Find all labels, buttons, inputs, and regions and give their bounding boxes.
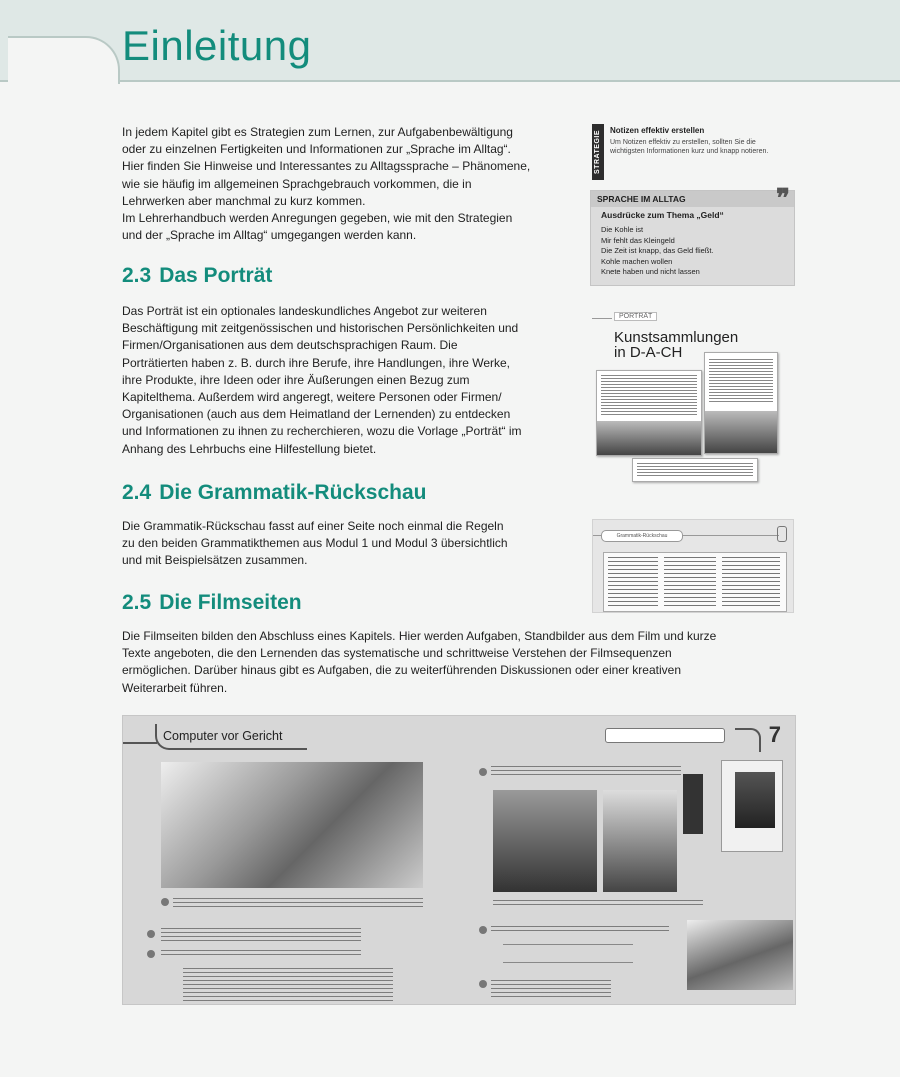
film-still-street <box>493 790 597 892</box>
section-title: Die Filmseiten <box>159 591 302 614</box>
text-line: Texte angeboten, die den Lernenden das systematische und schrittweise Verstehen der Filmsequenzen <box>122 646 672 661</box>
strategy-title: Notizen effektiv erstellen <box>610 126 705 135</box>
list-item: Die Kohle ist <box>601 225 644 234</box>
grammar-pill: Grammatik-Rückschau <box>601 530 683 542</box>
portrait-thumbnail <box>592 312 792 482</box>
text-line: Die Grammatik-Rückschau fasst auf einer Seite noch einmal die Regeln <box>122 519 504 533</box>
film-card-photo <box>735 772 775 828</box>
section-text-grammatik <box>122 518 584 570</box>
task-bullet <box>479 768 487 776</box>
text-line: oder zu einzelnen Fertigkeiten und Informationen zur „Sprache im Alltag“. <box>122 142 511 157</box>
film-still-strip <box>683 774 703 834</box>
text-line: Hier finden Sie Hinweise und Interessantes zu Alltagssprache – Phänomene, <box>122 159 531 174</box>
table-cell <box>608 557 658 607</box>
portrait-title-line: in D-A-CH <box>614 344 683 361</box>
text-line: In jedem Kapitel gibt es Strategien zum Lernen, zur Aufgabenbewältigung <box>122 125 513 139</box>
film-page-spread <box>122 715 796 1005</box>
strategy-tag: STRATEGIE <box>592 124 604 180</box>
text-line: ihre Produkte, ihre Ideen oder ihre Äußerungen einen Bezug zum <box>122 372 470 387</box>
alltag-subtitle: Ausdrücke zum Thema „Geld“ <box>601 210 724 220</box>
task-bullet <box>147 950 155 958</box>
film-still-wheelchair <box>603 790 677 892</box>
text-line: wie sie häufig im allgemeinen Sprachgebrauch vorkommen, die in <box>122 176 472 191</box>
text-line: und mit Beispielsätzen zusammen. <box>122 553 308 568</box>
text-lines <box>183 968 393 1002</box>
text-line: ermöglichen. Darüber hinaus gibt es Aufgaben, die zu weiterführenden Diskussionen oder einer kreativen <box>122 663 682 678</box>
text-line: Weiterarbeit führen. <box>122 680 228 695</box>
section-number: 2.4 <box>122 481 152 504</box>
section-text-portraet <box>122 303 584 458</box>
text-line: Die Filmseiten bilden den Abschluss eines Kapitels. Hier werden Aufgaben, Standbilder aus dem Film und kurze <box>122 629 717 643</box>
page-title: Einleitung <box>122 22 312 69</box>
answer-line <box>503 944 633 945</box>
text-line: und Informationen zu ihnen zu recherchieren, wozu die Vorlage „Porträt“ im <box>122 424 522 439</box>
section-heading-portraet <box>122 264 272 288</box>
text-line: Porträtierten haben z. B. durch ihre Berufe, ihre Handlungen, ihre Werke, <box>122 355 510 370</box>
text-line: Organisationen (auch aus dem Heimatland der Lernenden) zu entdecken <box>122 407 511 422</box>
task-bullet <box>479 980 487 988</box>
decor-curve <box>735 728 761 752</box>
section-heading-grammatik <box>122 481 426 505</box>
sprache-im-alltag-box <box>590 183 795 286</box>
text-line: Im Lehrerhandbuch werden Anregungen gegeben, wie mit den Strategien <box>122 211 513 226</box>
section-heading-filmseiten <box>122 591 302 615</box>
decor-line <box>123 742 157 744</box>
text-line: Das Porträt ist ein optionales landeskundliches Angebot zur weiteren <box>122 304 487 318</box>
portrait-tag: PORTRÄT <box>614 312 657 321</box>
section-number: 2.3 <box>122 264 152 287</box>
intro-paragraph <box>122 124 584 244</box>
film-still-lab <box>161 762 423 888</box>
quote-icon: ❞ <box>776 183 790 213</box>
text-lines <box>637 463 753 477</box>
section-number: 2.5 <box>122 591 152 614</box>
list-item: Kohle machen wollen <box>601 256 673 266</box>
section-title: Das Porträt <box>159 264 273 287</box>
text-lines <box>601 375 697 415</box>
text-line: Firmen/Organisationen aus dem deutschsprachigen Raum. Die <box>122 338 458 353</box>
text-lines <box>491 926 669 932</box>
section-text-filmseiten <box>122 628 794 697</box>
text-line: und der „Sprache im Alltag“ umgegangen werden kann. <box>122 228 417 243</box>
task-bullet <box>479 926 487 934</box>
portrait-card <box>632 458 758 482</box>
text-line: Anhang des Lehrbuchs eine Hilfestellung bietet. <box>122 441 377 456</box>
text-lines <box>173 898 423 910</box>
text-lines <box>161 928 361 944</box>
text-line: Beschäftigung mit zeitgenössischen und historischen Persönlichkeiten und <box>122 321 519 336</box>
text-lines <box>491 980 611 998</box>
alltag-list <box>601 225 714 278</box>
section-title: Die Grammatik-Rückschau <box>159 481 427 504</box>
text-lines <box>493 900 703 906</box>
task-bullet <box>161 898 169 906</box>
text-lines <box>491 766 681 776</box>
list-item: Die Zeit ist knapp, das Geld fließt. <box>601 246 714 255</box>
text-lines <box>161 950 361 958</box>
text-lines <box>709 359 773 403</box>
portrait-card <box>704 352 778 454</box>
answer-line <box>503 962 633 963</box>
text-line: Lehrwerken aber manchmal zu kurz kommen. <box>122 193 366 208</box>
film-nav-pill <box>605 728 725 743</box>
film-still-car <box>687 920 793 990</box>
list-item: Mir fehlt das Kleingeld <box>601 235 675 245</box>
text-line: zu den beiden Grammatikthemen aus Modul 1 und Modul 3 übersichtlich <box>122 536 508 551</box>
portrait-card <box>596 370 702 456</box>
page-number: 7 <box>768 722 781 747</box>
strategy-text: Um Notizen effektiv zu erstellen, sollten Sie die wichtigsten Informationen kurz und knapp notieren. <box>610 139 769 155</box>
text-line: Kapitelthema. Außerdem wird angeregt, weitere Personen oder Firmen/ <box>122 390 502 405</box>
paperclip-icon <box>777 526 787 542</box>
film-title: Computer vor Gericht <box>163 729 283 743</box>
grammar-thumbnail <box>592 519 794 613</box>
portrait-photo <box>597 421 701 455</box>
table-cell <box>664 557 716 607</box>
task-bullet <box>147 930 155 938</box>
portrait-photo <box>705 411 777 453</box>
tag-line <box>592 318 612 319</box>
strategy-box <box>592 124 792 180</box>
table-cell <box>722 557 780 607</box>
alltag-header: SPRACHE IM ALLTAG <box>591 191 794 207</box>
portrait-title-line: Kunstsammlungen <box>614 329 739 346</box>
grammar-table <box>603 552 787 612</box>
header-tab-shape <box>8 36 120 84</box>
list-item: Knete haben und nicht lassen <box>601 267 700 276</box>
